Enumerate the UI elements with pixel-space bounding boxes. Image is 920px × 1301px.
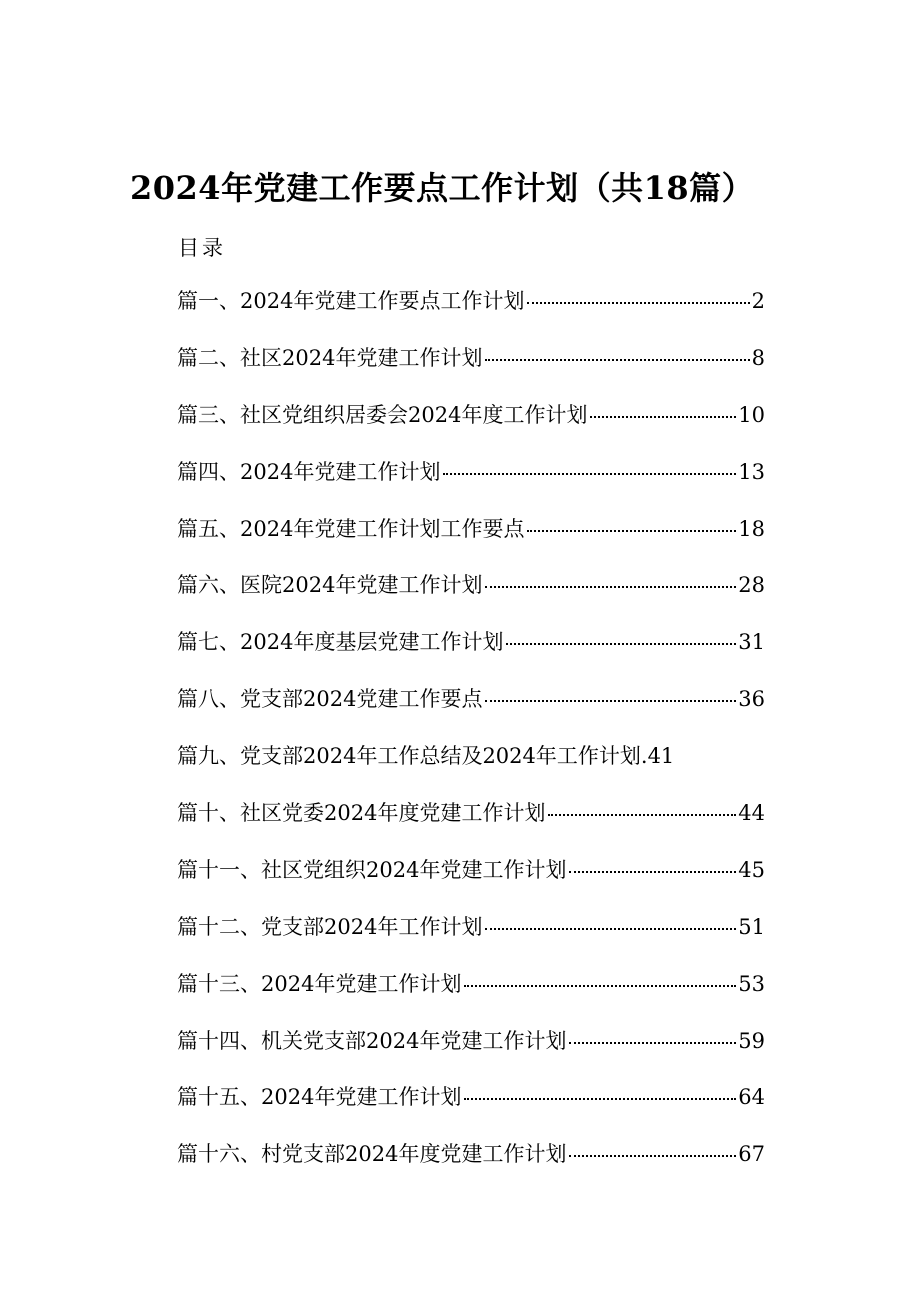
toc-entry-label: 篇八、党支部2024党建工作要点 [177,687,483,712]
toc-entry[interactable] [177,456,765,513]
toc-entry-label: 篇十、社区党委2024年度党建工作计划 [177,801,546,826]
toc-entry[interactable] [177,569,765,626]
toc-entry[interactable] [177,513,765,570]
toc-entry-label: 篇二、社区2024年党建工作计划 [177,345,483,370]
toc-entry-page-number: 18 [738,516,765,541]
toc-list [177,285,765,1195]
toc-entry[interactable] [177,740,765,797]
toc-dot-leader [569,1042,736,1044]
toc-entry[interactable] [177,854,765,911]
toc-dot-leader [485,700,736,702]
toc-entry-label: 篇九、党支部2024年工作总结及2024年工作计划. [177,744,648,769]
toc-entry-label: 篇十五、2024年党建工作计划 [177,1085,462,1110]
toc-heading: 目录 [178,236,226,260]
toc-dot-leader [485,928,736,930]
toc-entry-label: 篇十四、机关党支部2024年党建工作计划 [177,1028,567,1053]
toc-entry-label: 篇七、2024年度基层党建工作计划 [177,630,504,655]
toc-entry[interactable] [177,342,765,399]
toc-entry-page-number: 36 [738,687,765,712]
toc-entry-label: 篇十二、党支部2024年工作计划 [177,914,483,939]
toc-entry-page-number: 2 [751,289,765,313]
toc-dot-leader [464,1098,736,1100]
toc-dot-leader [569,1155,736,1157]
toc-entry-label: 篇三、社区党组织居委会2024年度工作计划 [177,402,588,427]
toc-entry-label: 篇六、医院2024年党建工作计划 [177,573,483,598]
toc-entry[interactable] [177,626,765,683]
toc-dot-leader [527,530,736,532]
toc-dot-leader [527,302,749,304]
toc-dot-leader [485,586,736,588]
toc-entry-page-number: 45 [738,857,765,882]
toc-entry[interactable] [177,1138,765,1195]
toc-entry-page-number: 31 [738,630,765,655]
toc-entry-label: 篇一、2024年党建工作要点工作计划 [177,289,525,313]
toc-entry[interactable] [177,968,765,1025]
toc-entry-page-number: 53 [738,971,765,996]
toc-dot-leader [506,643,736,645]
toc-entry[interactable] [177,797,765,854]
toc-entry-label: 篇十三、2024年党建工作计划 [177,971,462,996]
toc-entry-page-number: 8 [751,345,765,370]
toc-dot-leader [590,416,736,418]
toc-entry-page-number: 13 [738,459,765,484]
toc-entry[interactable] [177,1081,765,1138]
toc-dot-leader [485,359,749,361]
toc-entry-page-number: 41 [647,744,675,769]
toc-entry-page-number: 67 [738,1142,765,1167]
toc-entry-page-number: 44 [738,801,765,826]
document-title: 2024年党建工作要点工作计划（共18篇） [130,169,755,208]
toc-entry[interactable] [177,285,765,342]
toc-entry[interactable] [177,1025,765,1082]
toc-entry-label: 篇十六、村党支部2024年度党建工作计划 [177,1142,567,1167]
toc-entry[interactable] [177,911,765,968]
toc-entry-page-number: 10 [738,402,765,427]
toc-entry-label: 篇五、2024年党建工作计划工作要点 [177,516,525,541]
toc-dot-leader [548,814,736,816]
toc-dot-leader [443,473,736,475]
toc-entry-page-number: 51 [738,914,765,939]
toc-entry-page-number: 28 [738,573,765,598]
toc-entry[interactable] [177,683,765,740]
toc-dot-leader [464,985,736,987]
toc-entry-page-number: 59 [738,1028,765,1053]
toc-entry-label: 篇十一、社区党组织2024年党建工作计划 [177,857,567,882]
toc-entry-page-number: 64 [738,1085,765,1110]
toc-entry[interactable] [177,399,765,456]
toc-entry-label: 篇四、2024年党建工作计划 [177,459,441,484]
toc-dot-leader [569,871,736,873]
